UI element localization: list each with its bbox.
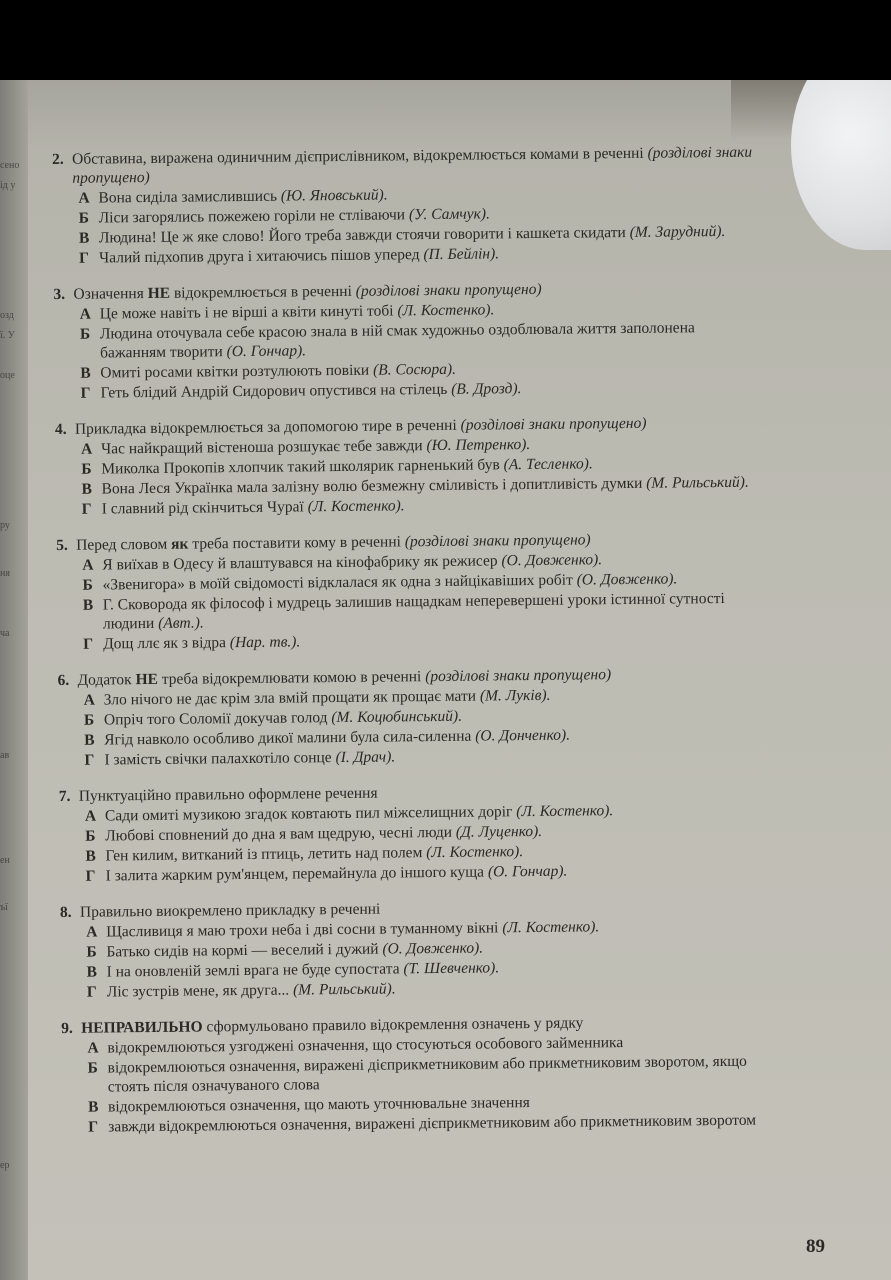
option-letter: Г (83, 635, 94, 653)
margin-fragment: ен (0, 855, 10, 866)
option-letter: А (78, 189, 90, 207)
question-block (52, 143, 763, 268)
option-text: Ліс зустрів мене, як друга... (106, 981, 290, 1001)
option-source: (Авт.). (158, 614, 204, 632)
option-text: Сади омиті музикою згадок ковтають пил міжселищних доріг (104, 803, 513, 825)
option-source: (О. Довженко). (382, 939, 484, 958)
option-letter: В (86, 963, 98, 981)
option-letter: А (87, 1039, 99, 1057)
question-block (61, 1012, 772, 1137)
option-source: (Т. Шевченко). (403, 959, 500, 978)
option-letter: Г (79, 249, 90, 267)
answer-option (54, 318, 764, 363)
option-text: І на оновленій землі врага не буде супостата (106, 960, 400, 981)
question-text: Додаток (77, 671, 132, 689)
question-block (53, 278, 764, 403)
question-text: Пунктуаційно правильно оформлене речення (78, 784, 378, 805)
option-letter: Г (84, 751, 95, 769)
question-stem (52, 143, 762, 188)
question-text: треба поставити кому в реченні (192, 533, 401, 553)
option-source: (Д. Луценко). (455, 822, 543, 841)
question-emphasis: НЕ (147, 284, 171, 303)
option-letter: В (84, 731, 95, 749)
option-text: Дощ ллє як з відра (103, 634, 227, 653)
questions-list (52, 143, 772, 1154)
option-text: «Звенигора» в моїй свідомості відклалася як одна з найцікавіших робіт (102, 571, 573, 594)
option-letter: А (86, 923, 98, 941)
option-source: (В. Сосюра). (372, 360, 457, 379)
question-number: 4. (54, 420, 67, 438)
option-text: Батько сидів на кормі — веселий і дужий (106, 940, 379, 961)
question-text: Обставина, виражена одиничним дієприслівником, відокремлюється комами в реченні (72, 144, 644, 168)
option-text: Миколка Прокопів хлопчик такий школярик гарненький був (101, 456, 500, 478)
page-number: 89 (806, 1236, 825, 1257)
option-text: І замість свічки палахкотіло сонце (104, 749, 332, 769)
margin-fragment: ід у (0, 180, 16, 191)
option-source: (Ю. Петренко). (426, 436, 531, 455)
question-number: 2. (52, 150, 64, 168)
question-number: 3. (53, 285, 66, 303)
question-emphasis: НЕПРАВИЛЬНО (81, 1018, 203, 1037)
question-note: (розділові знаки пропущено) (404, 531, 591, 551)
margin-fragment: ав (0, 750, 10, 761)
question-number: 9. (61, 1019, 73, 1037)
option-letter: Б (87, 1059, 98, 1077)
question-note: (розділові знаки пропущено) (355, 280, 542, 300)
option-source: (П. Бейлін). (423, 245, 500, 264)
option-text: І залита жарким рум'янцем, перемайнула до іншого куща (105, 863, 485, 885)
question-text: Перед словом (76, 535, 168, 554)
option-letter: А (79, 305, 92, 323)
question-block (55, 413, 766, 519)
option-letter: В (78, 229, 90, 247)
previous-page-edge (0, 80, 28, 1280)
option-letter: Б (83, 711, 95, 729)
margin-fragment: оце (0, 370, 15, 381)
margin-fragment: ъї (0, 902, 8, 913)
option-source: (Нар. тв.). (229, 633, 301, 652)
answer-option (57, 589, 767, 634)
option-source: (Л. Костенко). (516, 802, 614, 821)
margin-fragment: ер (0, 1160, 10, 1171)
option-letter: Г (88, 1118, 99, 1136)
question-number: 6. (57, 671, 70, 689)
margin-fragment: ї. У (0, 330, 15, 341)
option-source: (М. Зарудний). (629, 222, 726, 241)
option-text: Геть блідий Андрій Сидорович опустився на стілець (100, 380, 448, 402)
option-text: І славний рід скінчиться Чураї (101, 498, 304, 518)
option-source: (У. Самчук). (408, 205, 491, 224)
option-letter: Г (85, 867, 96, 885)
option-source: (О. Довженко). (501, 551, 603, 570)
question-text: треба відокремлювати комою в реченні (161, 668, 422, 688)
option-source: (А. Тесленко). (503, 455, 593, 474)
option-letter: Г (86, 983, 97, 1001)
margin-fragment: ня (0, 568, 10, 579)
option-letter: Б (82, 576, 93, 594)
margin-fragment: ру (0, 520, 10, 531)
option-letter: Г (80, 384, 91, 402)
option-source: (Ю. Яновський). (280, 186, 388, 205)
option-text: Ліси загорялись пожежею горіли не стліваючи (98, 206, 406, 227)
question-note: (розділові знаки пропущено) (72, 143, 753, 187)
option-text: Я виїхав в Одесу й влаштувався на кінофабрику як режисер (102, 552, 498, 574)
option-source: (Л. Костенко). (502, 918, 600, 937)
option-source: (М. Рильський). (646, 473, 749, 492)
answer-option (62, 1052, 772, 1097)
option-source: (М. Луків). (479, 686, 551, 705)
question-number: 8. (59, 903, 72, 921)
margin-fragment: сено (0, 160, 20, 171)
option-text: Вона сиділа замислившись (98, 187, 278, 207)
option-letter: В (82, 596, 94, 614)
option-letter: В (81, 480, 92, 498)
option-text: Людина оточувала себе красою знала в ній смак художньо оздоблювала життя заполонена бажанням творити (99, 319, 695, 362)
option-text: Опріч того Соломії докучав голод (103, 709, 328, 729)
question-text: Прикладка відокремлюється за допомогою тире в реченні (74, 416, 457, 438)
option-source: (Л. Костенко). (397, 301, 495, 320)
option-source: (Л. Костенко). (426, 843, 524, 862)
option-source: (М. Рильський). (293, 980, 396, 999)
option-text: завжди відокремлюються означення, виражені дієприкметниковим або прикметниковим зворотом (108, 1111, 757, 1136)
margin-fragment: ча (0, 628, 10, 639)
question-text: Правильно виокремлено прикладку в реченні (79, 900, 381, 921)
option-letter: А (83, 691, 96, 709)
option-text: відокремлюються означення, виражені дієприкметниковим або прикметниковим зворотом, якщо стоять після означуваного слова (107, 1052, 747, 1096)
option-text: Людина! Це ж яке слово! Його треба завжди стоячи говорити і кашкета скидати (98, 223, 626, 247)
option-text: Г. Сковорода як філософ і мудрець залишив нащадкам неперевершені уроки істинної сутності людини (102, 589, 725, 633)
option-source: (О. Довженко). (576, 570, 678, 589)
option-source: (О. Гончар). (487, 862, 568, 881)
option-source: (В. Дрозд). (451, 380, 522, 398)
option-text: Зло нічого не дає крім зла вмій прощати як прощає мати (103, 687, 477, 709)
option-letter: В (87, 1098, 99, 1116)
option-source: (І. Драч). (335, 748, 396, 767)
white-object (791, 80, 891, 250)
margin-fragment: озд (0, 310, 14, 321)
option-text: Чалий підхопив друга і хитаючись пішов уперед (99, 246, 420, 267)
option-text: відокремлюються означення, що мають уточнювальне значення (107, 1094, 530, 1116)
option-letter: Б (86, 943, 97, 961)
question-block (60, 896, 771, 1002)
question-emphasis: як (171, 535, 189, 553)
option-letter: Г (81, 500, 92, 518)
option-source: (М. Коцюбинський). (331, 707, 463, 727)
option-letter: А (84, 807, 97, 825)
question-block (57, 664, 768, 770)
option-text: Омиті росами квітки розтулюють повіки (100, 361, 370, 382)
question-emphasis: НЕ (135, 670, 159, 689)
question-text: відокремлюється в реченні (173, 282, 352, 302)
option-letter: В (85, 847, 96, 865)
option-letter: Б (85, 827, 96, 845)
option-letter: Б (78, 209, 90, 227)
option-letter: В (80, 364, 91, 382)
option-text: відокремлюються узгоджені означення, що стосуються особового займенника (107, 1034, 624, 1057)
question-block (59, 780, 770, 886)
question-block (56, 529, 767, 654)
question-number: 7. (58, 787, 71, 805)
option-letter: Б (81, 460, 92, 478)
option-text: Щасливиця я маю трохи неба і дві сосни в туманному вікні (106, 919, 499, 941)
option-text: Час найкращий вістеноша розшукає тебе завжди (101, 437, 423, 458)
textbook-page (0, 80, 891, 1280)
question-text: Означення (73, 285, 144, 303)
question-note: (розділові знаки пропущено) (425, 666, 612, 686)
option-source: (Л. Костенко). (307, 497, 405, 516)
option-source: (О. Гончар). (226, 342, 307, 361)
option-source: (О. Донченко). (475, 726, 571, 745)
option-text: Ягід навколо особливо дикої малини була сила-силенна (104, 727, 472, 749)
question-number: 5. (56, 536, 68, 554)
option-text: Вона Леся Українка мала залізну волю безмежну сміливість і допитливість думки (101, 474, 643, 498)
option-text: Це може навіть і не вірші а квіти кинуті тобі (99, 302, 394, 323)
option-letter: А (82, 556, 94, 574)
option-text: Любові сповнений до дна я вам щедрую, чесні люди (105, 823, 453, 845)
option-letter: А (81, 440, 93, 458)
question-note: (розділові знаки пропущено) (460, 414, 647, 434)
question-text: сформульовано правило відокремлення означень у рядку (206, 1014, 584, 1036)
option-letter: Б (79, 325, 91, 343)
option-text: Ген килим, витканий із птиць, летить над полем (105, 844, 423, 865)
